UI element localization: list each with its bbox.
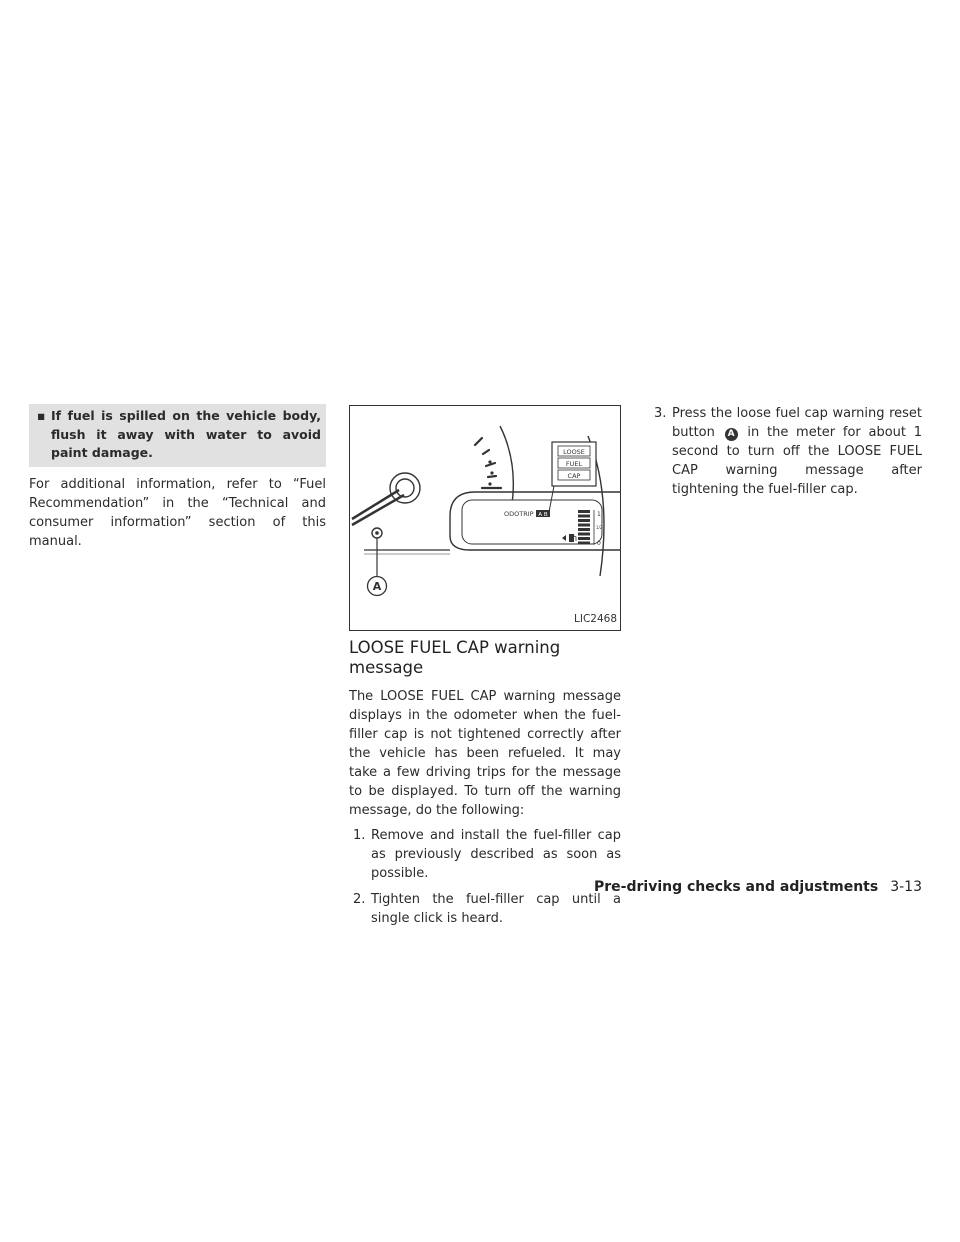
step-number: 2. bbox=[353, 892, 366, 907]
step-number: 3. bbox=[654, 406, 667, 421]
caution-text: If fuel is spilled on the vehicle body, flush it away with water to avoid paint damage. bbox=[51, 408, 321, 460]
page-number: 3-13 bbox=[890, 879, 922, 895]
speedometer-ticks bbox=[475, 438, 501, 488]
list-item bbox=[349, 826, 621, 883]
gauge-half: 1/2 bbox=[596, 525, 603, 530]
gauge-full: 1 bbox=[597, 511, 601, 518]
step-text-before: Press the loose fuel cap warning reset button bbox=[672, 406, 922, 440]
figure-code: LIC2468 bbox=[574, 613, 617, 625]
left-column bbox=[29, 404, 326, 551]
steps-list bbox=[349, 826, 621, 928]
step-text-after: in the meter for about 1 second to turn off the LOOSE FUEL CAP warning message after tightening the fuel-filler cap. bbox=[672, 425, 923, 497]
section-title: LOOSE FUEL CAP warning message bbox=[349, 638, 561, 677]
odometer-label: ODOTRIP bbox=[504, 510, 534, 518]
list-item bbox=[650, 404, 922, 499]
meter-illustration bbox=[349, 405, 621, 631]
page-footer bbox=[0, 879, 922, 895]
caution-bullet: ▪ bbox=[37, 408, 46, 423]
list-item bbox=[349, 890, 621, 928]
section-intro: The LOOSE FUEL CAP warning message displays in the odometer when the fuel-filler cap is not tightened correctly after the vehicle has been refueled. It may take a few driving trips for the message to be displayed. To turn off the warning message, do the following: bbox=[349, 689, 621, 818]
reference-paragraph: For additional information, refer to “Fuel Recommendation” in the “Technical and consumer information” section of this manual. bbox=[29, 476, 326, 549]
steps-list-continued bbox=[650, 404, 922, 499]
needle-hub bbox=[352, 473, 420, 525]
callout-a-icon: A bbox=[725, 428, 738, 441]
middle-column bbox=[349, 405, 621, 935]
callout-a-label: A bbox=[372, 580, 382, 593]
step-number: 1. bbox=[353, 828, 366, 843]
odometer-badge: A B bbox=[538, 512, 548, 518]
gauge-empty: 0 bbox=[597, 540, 601, 547]
step-text: Tighten the fuel-filler cap until a single click is heard. bbox=[371, 892, 621, 926]
footer-section-name: Pre-driving checks and adjustments bbox=[594, 879, 879, 895]
display-line-2: FUEL bbox=[565, 460, 583, 468]
right-column bbox=[650, 404, 922, 506]
display-line-1: LOOSE bbox=[563, 448, 585, 456]
step-text: Remove and install the fuel-filler cap as previously described as soon as possible. bbox=[371, 828, 621, 881]
display-line-3: CAP bbox=[567, 472, 581, 480]
meter-drawing bbox=[350, 406, 620, 630]
caution-box bbox=[29, 404, 326, 467]
